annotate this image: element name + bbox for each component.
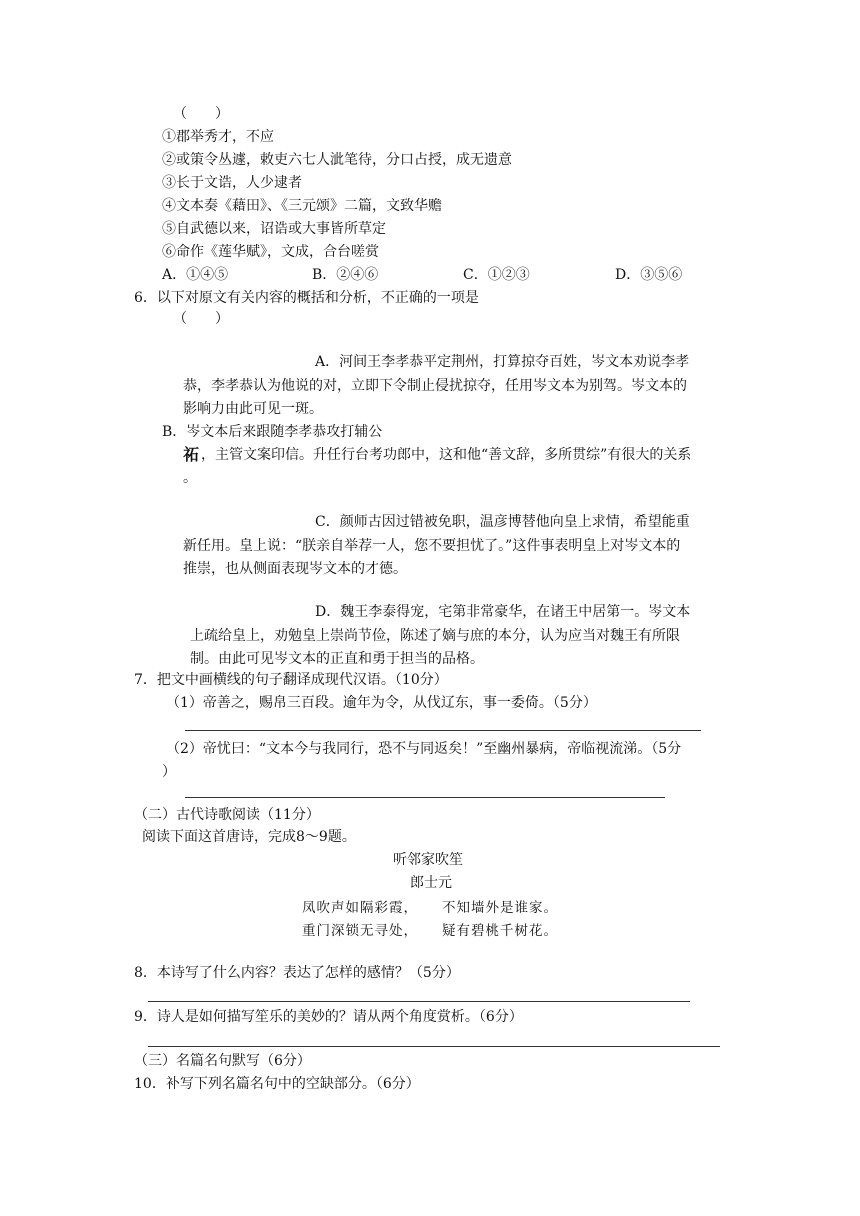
q6-option-a-line-2: 恭，李孝恭认为他说的对，立即下令制止侵扰掠夺，任用岑文本为别驾。岑文本的 bbox=[183, 378, 687, 394]
q6-option-b-line-3: 。 bbox=[183, 470, 197, 486]
q5-item-4: ④文本奏《藉田》、《三元颂》二篇，文致华赡 bbox=[162, 198, 442, 214]
q5-answer-paren: （ ） bbox=[173, 106, 229, 122]
poem-title: 听邻家吹笙 bbox=[393, 852, 463, 868]
poem-author: 郎士元 bbox=[410, 875, 452, 891]
poem-line-2a: 重门深锁无寻处， bbox=[302, 923, 418, 939]
q8-answer-line[interactable] bbox=[148, 1001, 690, 1002]
q9-stem: 9．诗人是如何描写笙乐的美妙的？请从两个角度赏析。（6分） bbox=[134, 1009, 523, 1025]
q7-answer-line-1[interactable] bbox=[185, 730, 701, 731]
section3-heading: （三）名篇名句默写（6分） bbox=[134, 1053, 311, 1069]
q6-option-b-rare-char: 祏 bbox=[183, 445, 200, 464]
poem-line-1b: 不知墙外是谁家。 bbox=[442, 900, 558, 916]
q7-stem: 7．把文中画横线的句子翻译成现代汉语。（10分） bbox=[134, 672, 448, 688]
q6-stem: 6．以下对原文有关内容的概括和分析，不正确的一项是 bbox=[134, 290, 479, 306]
q8-stem: 8．本诗写了什么内容？表达了怎样的感情？（5分） bbox=[134, 965, 460, 981]
q6-option-c-line-3: 推崇，也从侧面表现岑文本的才德。 bbox=[183, 561, 407, 577]
q6-option-d-line-2: 上疏给皇上，劝勉皇上崇尚节俭，陈述了嫡与庶的本分，认为应当对魏王有所限 bbox=[190, 628, 680, 644]
q5-option-a: A．①④⑤ bbox=[162, 267, 229, 283]
q6-answer-paren: （ ） bbox=[173, 311, 229, 327]
q6-option-b-line-2: ，主管文案印信。升任行台考功郎中，这和他“善文辞，多所贯综”有很大的关系 bbox=[201, 447, 692, 463]
q9-answer-line[interactable] bbox=[148, 1046, 720, 1047]
section2-intro: 阅读下面这首唐诗，完成8～9题。 bbox=[142, 829, 356, 845]
q6-option-a-line-3: 影响力由此可见一斑。 bbox=[183, 401, 323, 417]
q5-option-d: D．③⑤⑥ bbox=[615, 267, 683, 283]
q10-stem: 10．补写下列名篇名句中的空缺部分。（6分） bbox=[134, 1076, 420, 1092]
q7-sentence-2-tail: ） bbox=[162, 764, 176, 780]
q6-option-d-line-1: D．魏王李泰得宠，宅第非常豪华，在诸王中居第一。岑文本 bbox=[315, 604, 691, 620]
q7-sentence-2: （2）帝忧曰：“文本今与我同行，恐不与同返矣！”至幽州暴病，帝临视流涕。（5分 bbox=[166, 741, 682, 757]
q6-option-a-line-1: A．河间王李孝恭平定荆州，打算掠夺百姓，岑文本劝说李孝 bbox=[315, 354, 690, 370]
q6-option-c-line-1: C．颜师古因过错被免职，温彦博替他向皇上求情，希望能重 bbox=[315, 514, 690, 530]
section2-heading: （二）古代诗歌阅读（11分） bbox=[134, 807, 320, 823]
q5-item-2: ②或策令丛遽，敕吏六七人泚笔待，分口占授，成无遗意 bbox=[162, 152, 512, 168]
q6-option-b-line-1: B．岑文本后来跟随李孝恭攻打辅公 bbox=[162, 424, 383, 440]
q5-option-b: B．②④⑥ bbox=[312, 267, 379, 283]
q6-option-c-line-2: 新任用。皇上说：“朕亲自举荐一人，您不要担忧了。”这件事表明皇上对岑文本的 bbox=[183, 538, 681, 554]
poem-line-1a: 凤吹声如隔彩霞， bbox=[302, 900, 418, 916]
q5-item-1: ①郡举秀才，不应 bbox=[162, 129, 274, 145]
q5-item-3: ③长于文诰，人少逮者 bbox=[162, 175, 302, 191]
q7-answer-line-2[interactable] bbox=[185, 797, 665, 798]
q5-option-c: C．①②③ bbox=[463, 267, 530, 283]
q5-item-5: ⑤自武德以来，诏诰或大事皆所草定 bbox=[162, 221, 386, 237]
q7-sentence-1: （1）帝善之，赐帛三百段。逾年为令，从伐辽东，事一委倚。（5分） bbox=[166, 695, 597, 711]
q5-item-6: ⑥命作《莲华赋》，文成，合台嗟赏 bbox=[162, 244, 379, 260]
q6-option-d-line-3: 制。由此可见岑文本的正直和勇于担当的品格。 bbox=[190, 651, 484, 667]
poem-line-2b: 疑有碧桃千树花。 bbox=[442, 923, 558, 939]
